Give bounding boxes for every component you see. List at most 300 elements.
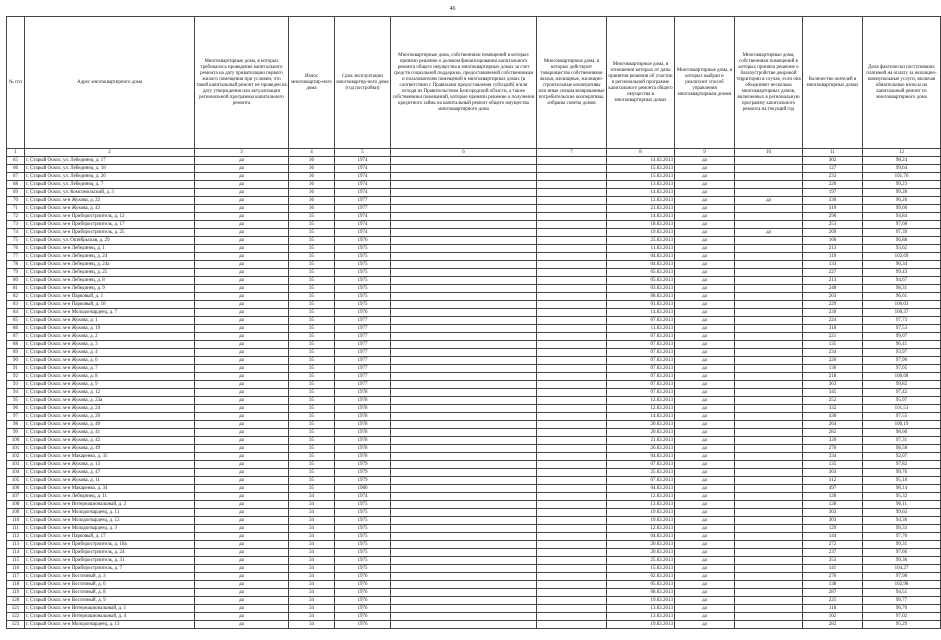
row-year: 1975 [335,293,391,301]
row-residents: 130 [803,365,863,373]
row-number: 111 [7,525,25,533]
row-payment-share: 96,88 [863,237,941,245]
row-year: 1979 [335,461,391,469]
column-number: 10 [735,149,803,157]
row-decision-date: 04.02.2013 [607,485,675,493]
row-decision-date: 15.02.2013 [607,173,675,181]
row-address: г. Старый Оскол, м-н Молодогвардеец, д. 12 [25,517,195,525]
row-cofinancing [391,461,537,469]
row-landscaping [735,613,803,621]
row-landscaping [735,533,803,541]
row-address: г. Старый Оскол, м-н Интернациональный, д. 4 [25,613,195,621]
row-residents: 229 [803,301,863,309]
table-row [7,581,941,589]
row-payment-share: 97,68 [863,221,941,229]
row-residents: 330 [803,197,863,205]
row-hoa [537,453,607,461]
row-year: 1975 [335,517,391,525]
row-residents: 263 [803,293,863,301]
row-hoa [537,301,607,309]
row-residents: 129 [803,525,863,533]
row-landscaping [735,157,803,165]
row-hoa [537,285,607,293]
table-row [7,325,941,333]
column-number: 11 [803,149,863,157]
row-decision-date: 11.02.2013 [607,245,675,253]
table-row [7,197,941,205]
row-residents: 320 [803,437,863,445]
row-payment-share: 96,61 [863,293,941,301]
row-cofinancing [391,253,537,261]
row-number: 96 [7,405,25,413]
row-payment-share: 98,24 [863,157,941,165]
row-year: 1975 [335,285,391,293]
table-row [7,229,941,237]
row-year: 1977 [335,317,391,325]
row-decision-date: 20.02.2013 [607,549,675,557]
row-year: 1974 [335,189,391,197]
row-landscaping [735,437,803,445]
row-cofinancing [391,621,537,629]
row-hoa [537,549,607,557]
row-year: 1978 [335,413,391,421]
row-payment-share: 100,03 [863,301,941,309]
col-header: Адрес многоквартирного дома [25,17,195,149]
row-landscaping [735,181,803,189]
table-row [7,261,941,269]
row-number: 102 [7,453,25,461]
row-payment-share: 97,02 [863,613,941,621]
row-payment-share: 102,69 [863,253,941,261]
row-landscaping [735,389,803,397]
row-payment-share: 93,62 [863,245,941,253]
row-address: г. Старый Оскол, м-н Приборостроитель, д. 17 [25,221,195,229]
row-repair-flag: да [195,157,289,165]
row-decision-date: 19.02.2013 [607,509,675,517]
row-address: г. Старый Оскол, ул. Лебединец, д. 18 [25,165,195,173]
row-landscaping [735,373,803,381]
row-repair-flag: да [195,453,289,461]
row-year: 1976 [335,621,391,629]
row-repair-flag: да [195,173,289,181]
row-year: 1974 [335,213,391,221]
row-residents: 224 [803,317,863,325]
row-year: 1976 [335,581,391,589]
table-row [7,277,941,285]
row-number: 72 [7,213,25,221]
row-number: 82 [7,293,25,301]
row-residents: 135 [803,341,863,349]
row-address: г. Старый Оскол, м-н Приборостроитель, д. 18а [25,541,195,549]
register-table [6,16,941,629]
row-wear: 36 [289,173,335,181]
row-number: 71 [7,205,25,213]
row-management: да [675,173,735,181]
row-residents: 363 [803,469,863,477]
row-payment-share: 99,62 [863,509,941,517]
row-decision-date: 04.02.2013 [607,261,675,269]
row-cofinancing [391,485,537,493]
row-landscaping [735,469,803,477]
row-management: да [675,517,735,525]
row-residents: 363 [803,381,863,389]
row-repair-flag: да [195,349,289,357]
row-hoa [537,597,607,605]
row-management: да [675,285,735,293]
row-landscaping [735,461,803,469]
row-payment-share: 98,31 [863,285,941,293]
row-repair-flag: да [195,549,289,557]
row-wear: 35 [289,325,335,333]
col-header: Многоквартирные дома, в которых выбран и реализуют способ управления многоквартирным домом [675,17,735,149]
row-number: 89 [7,349,25,357]
row-address: г. Старый Оскол, ул. Лебединец, д. 17 [25,157,195,165]
col-header: Доля фактически поступивших платежей на оплату за жилищно-коммунальные услуги, включая обязательные взносы на капитальный ремонт из многоквартирного дома [863,17,941,149]
row-hoa [537,445,607,453]
row-payment-share: 101,51 [863,405,941,413]
row-residents: 118 [803,605,863,613]
row-wear: 34 [289,533,335,541]
row-number: 118 [7,581,25,589]
row-repair-flag: да [195,557,289,565]
row-number: 104 [7,469,25,477]
row-cofinancing [391,173,537,181]
row-year: 1977 [335,373,391,381]
row-landscaping [735,365,803,373]
row-payment-share: 93,97 [863,349,941,357]
row-wear: 35 [289,245,335,253]
row-wear: 35 [289,277,335,285]
col-header: Многоквартирные дома, собственники помещений в которых приняли решение о благоустройстве дворовой территории в случае, если она объединяет несколько многоквартирных домов, включенных в региональную программу капитального ремонта на текущий год [735,17,803,149]
row-residents: 197 [803,189,863,197]
row-residents: 102 [803,613,863,621]
row-cofinancing [391,381,537,389]
row-management: да [675,525,735,533]
row-cofinancing [391,165,537,173]
row-cofinancing [391,389,537,397]
row-wear: 35 [289,453,335,461]
row-address: г. Старый Оскол, м-н Восточный, д. 6 [25,581,195,589]
row-cofinancing [391,421,537,429]
row-payment-share: 97,82 [863,461,941,469]
column-number: 4 [289,149,335,157]
row-year: 1978 [335,437,391,445]
row-landscaping [735,581,803,589]
row-hoa [537,589,607,597]
row-hoa [537,485,607,493]
row-repair-flag: да [195,277,289,285]
row-decision-date: 20.02.2013 [607,421,675,429]
row-repair-flag: да [195,365,289,373]
row-payment-share: 98,58 [863,445,941,453]
row-decision-date: 05.02.2013 [607,581,675,589]
row-repair-flag: да [195,613,289,621]
row-number: 94 [7,389,25,397]
row-year: 1974 [335,221,391,229]
row-payment-share: 99,23 [863,181,941,189]
row-year: 1975 [335,533,391,541]
row-hoa [537,461,607,469]
row-payment-share: 97,55 [863,413,941,421]
row-payment-share: 97,96 [863,357,941,365]
row-management: да [675,597,735,605]
row-address: г. Старый Оскол, ул. Комсомольский, д. 3 [25,189,195,197]
column-number: 2 [25,149,195,157]
column-number: 3 [195,149,289,157]
row-residents: 234 [803,349,863,357]
row-cofinancing [391,477,537,485]
row-repair-flag: да [195,293,289,301]
row-repair-flag: да [195,245,289,253]
row-landscaping [735,325,803,333]
row-management: да [675,309,735,317]
row-residents: 353 [803,557,863,565]
column-number: 7 [537,149,607,157]
row-repair-flag: да [195,205,289,213]
row-address: г. Старый Оскол, м-н Приборостроитель, д. 31 [25,557,195,565]
row-decision-date: 07.02.2013 [607,461,675,469]
row-address: г. Старый Оскол, м-н Жукова, д. 19 [25,325,195,333]
row-wear: 35 [289,477,335,485]
row-payment-share: 100,37 [863,309,941,317]
row-wear: 34 [289,613,335,621]
row-management: да [675,541,735,549]
row-landscaping [735,429,803,437]
row-repair-flag: да [195,381,289,389]
row-management: да [675,421,735,429]
row-payment-share: 99,43 [863,269,941,277]
row-repair-flag: да [195,517,289,525]
row-repair-flag: да [195,437,289,445]
row-decision-date: 07.02.2013 [607,381,675,389]
table-row [7,525,941,533]
row-management: да [675,373,735,381]
row-landscaping [735,165,803,173]
table-row [7,245,941,253]
row-year: 1975 [335,301,391,309]
table-row [7,269,941,277]
row-cofinancing [391,581,537,589]
row-payment-share: 94,36 [863,517,941,525]
row-year: 1975 [335,541,391,549]
row-management: да [675,181,735,189]
row-residents: 269 [803,229,863,237]
row-number: 119 [7,589,25,597]
row-decision-date: 08.02.2013 [607,293,675,301]
row-cofinancing [391,493,537,501]
row-cofinancing [391,349,537,357]
row-residents: 141 [803,565,863,573]
row-decision-date: 15.02.2013 [607,565,675,573]
row-address: г. Старый Оскол, м-н Жукова, д. 9 [25,381,195,389]
row-cofinancing [391,197,537,205]
row-number: 68 [7,181,25,189]
row-address: г. Старый Оскол, м-н Приборостроитель, д. 7 [25,565,195,573]
row-repair-flag: да [195,541,289,549]
row-wear: 34 [289,597,335,605]
row-address: г. Старый Оскол, м-н Жукова, д. 40 [25,421,195,429]
row-hoa [537,173,607,181]
col-header: № п/п [7,17,25,149]
row-number: 115 [7,557,25,565]
row-year: 1979 [335,469,391,477]
row-address: г. Старый Оскол, м-н Приборостроитель, д. 24 [25,549,195,557]
col-header: Многоквартирные дома, в которых требовалось проведение капитального ремонта на дату приватизации первого жилого помещения при условии, что такой капитальный ремонт не проведен на дату утверждения или актуализации региональной программы капитального ремонта [195,17,289,149]
row-management: да [675,621,735,629]
row-year: 1975 [335,269,391,277]
row-wear: 35 [289,357,335,365]
row-address: г. Старый Оскол, м-н Лебединец, д. 11 [25,493,195,501]
row-address: г. Старый Оскол, м-н Жукова, д. 42 [25,437,195,445]
row-decision-date: 21.02.2013 [607,205,675,213]
row-management: да [675,269,735,277]
row-year: 1977 [335,365,391,373]
row-cofinancing [391,501,537,509]
row-hoa [537,341,607,349]
column-number: 1 [7,149,25,157]
row-cofinancing [391,541,537,549]
row-landscaping [735,501,803,509]
row-address: г. Старый Оскол, м-н Жукова, д. 43 [25,205,195,213]
row-payment-share: 99,31 [863,541,941,549]
row-residents: 239 [803,309,863,317]
table-row [7,317,941,325]
row-cofinancing [391,413,537,421]
row-payment-share: 104,27 [863,565,941,573]
row-number: 97 [7,413,25,421]
header-row [7,17,941,149]
row-payment-share: 95,29 [863,621,941,629]
row-hoa [537,205,607,213]
row-decision-date: 03.02.2013 [607,285,675,293]
table-row [7,613,941,621]
row-cofinancing [391,333,537,341]
row-number: 116 [7,565,25,573]
table-row [7,429,941,437]
column-number: 12 [863,149,941,157]
row-year: 1978 [335,405,391,413]
row-address: г. Старый Оскол, м-н Жукова, д. 11 [25,477,195,485]
row-payment-share: 97,31 [863,437,941,445]
row-payment-share: 97,05 [863,365,941,373]
row-number: 84 [7,309,25,317]
row-cofinancing [391,445,537,453]
table-row [7,437,941,445]
row-address: г. Старый Оскол, ул. Октябрьская, д. 29 [25,237,195,245]
row-year: 1976 [335,573,391,581]
row-decision-date: 25.02.2013 [607,237,675,245]
row-wear: 35 [289,221,335,229]
row-hoa [537,605,607,613]
row-hoa [537,517,607,525]
row-landscaping [735,445,803,453]
table-row [7,181,941,189]
row-cofinancing [391,285,537,293]
row-decision-date: 12.02.2013 [607,405,675,413]
row-hoa [537,317,607,325]
row-hoa [537,277,607,285]
row-repair-flag: да [195,165,289,173]
col-header: Количество жителей в многоквартирных домах [803,17,863,149]
row-management: да [675,445,735,453]
row-address: г. Старый Оскол, м-н Молодогвардеец, д. 11 [25,509,195,517]
row-wear: 35 [289,349,335,357]
row-management: да [675,205,735,213]
row-address: г. Старый Оскол, м-н Жукова, д. 6 [25,357,195,365]
table-row [7,309,941,317]
row-management: да [675,485,735,493]
row-payment-share: 99,76 [863,469,941,477]
row-year: 1978 [335,421,391,429]
row-year: 1976 [335,589,391,597]
row-residents: 290 [803,213,863,221]
row-landscaping [735,213,803,221]
row-repair-flag: да [195,501,289,509]
row-year: 1974 [335,173,391,181]
row-address: г. Старый Оскол, м-н Молодогвардеец, д. 7 [25,309,195,317]
row-year: 1974 [335,165,391,173]
table-row [7,549,941,557]
row-year: 1977 [335,197,391,205]
row-wear: 35 [289,421,335,429]
row-address: г. Старый Оскол, м-н Макаренко, д. 34 [25,485,195,493]
col-header: Срок эксплуатации многоквартир-ного дома (год постройки) [335,17,391,149]
row-cofinancing [391,397,537,405]
row-residents: 303 [803,517,863,525]
row-decision-date: 07.02.2013 [607,317,675,325]
row-year: 1975 [335,549,391,557]
table-row [7,373,941,381]
row-address: г. Старый Оскол, м-н Приборостроитель, д. 25 [25,229,195,237]
row-landscaping [735,237,803,245]
row-repair-flag: да [195,341,289,349]
table-row [7,389,941,397]
row-address: г. Старый Оскол, м-н Жукова, д. 13 [25,461,195,469]
table-row [7,453,941,461]
row-repair-flag: да [195,405,289,413]
row-management: да [675,221,735,229]
row-wear: 35 [289,269,335,277]
row-wear: 34 [289,509,335,517]
row-number: 79 [7,269,25,277]
row-repair-flag: да [195,461,289,469]
row-residents: 282 [803,621,863,629]
table-row [7,221,941,229]
row-cofinancing [391,357,537,365]
row-landscaping [735,413,803,421]
row-repair-flag: да [195,493,289,501]
row-repair-flag: да [195,197,289,205]
row-decision-date: 07.02.2013 [607,333,675,341]
row-management: да [675,237,735,245]
row-repair-flag: да [195,581,289,589]
row-residents: 144 [803,533,863,541]
row-management: да [675,509,735,517]
row-decision-date: 07.02.2013 [607,349,675,357]
row-payment-share: 96,34 [863,261,941,269]
row-payment-share: 99,82 [863,381,941,389]
row-number: 109 [7,509,25,517]
row-wear: 35 [289,485,335,493]
row-number: 74 [7,229,25,237]
row-repair-flag: да [195,525,289,533]
row-address: г. Старый Оскол, ул. Лебединец, д. 7 [25,181,195,189]
row-payment-share: 99,36 [863,557,941,565]
row-management: да [675,245,735,253]
row-year: 1980 [335,485,391,493]
row-number: 105 [7,477,25,485]
row-management: да [675,501,735,509]
